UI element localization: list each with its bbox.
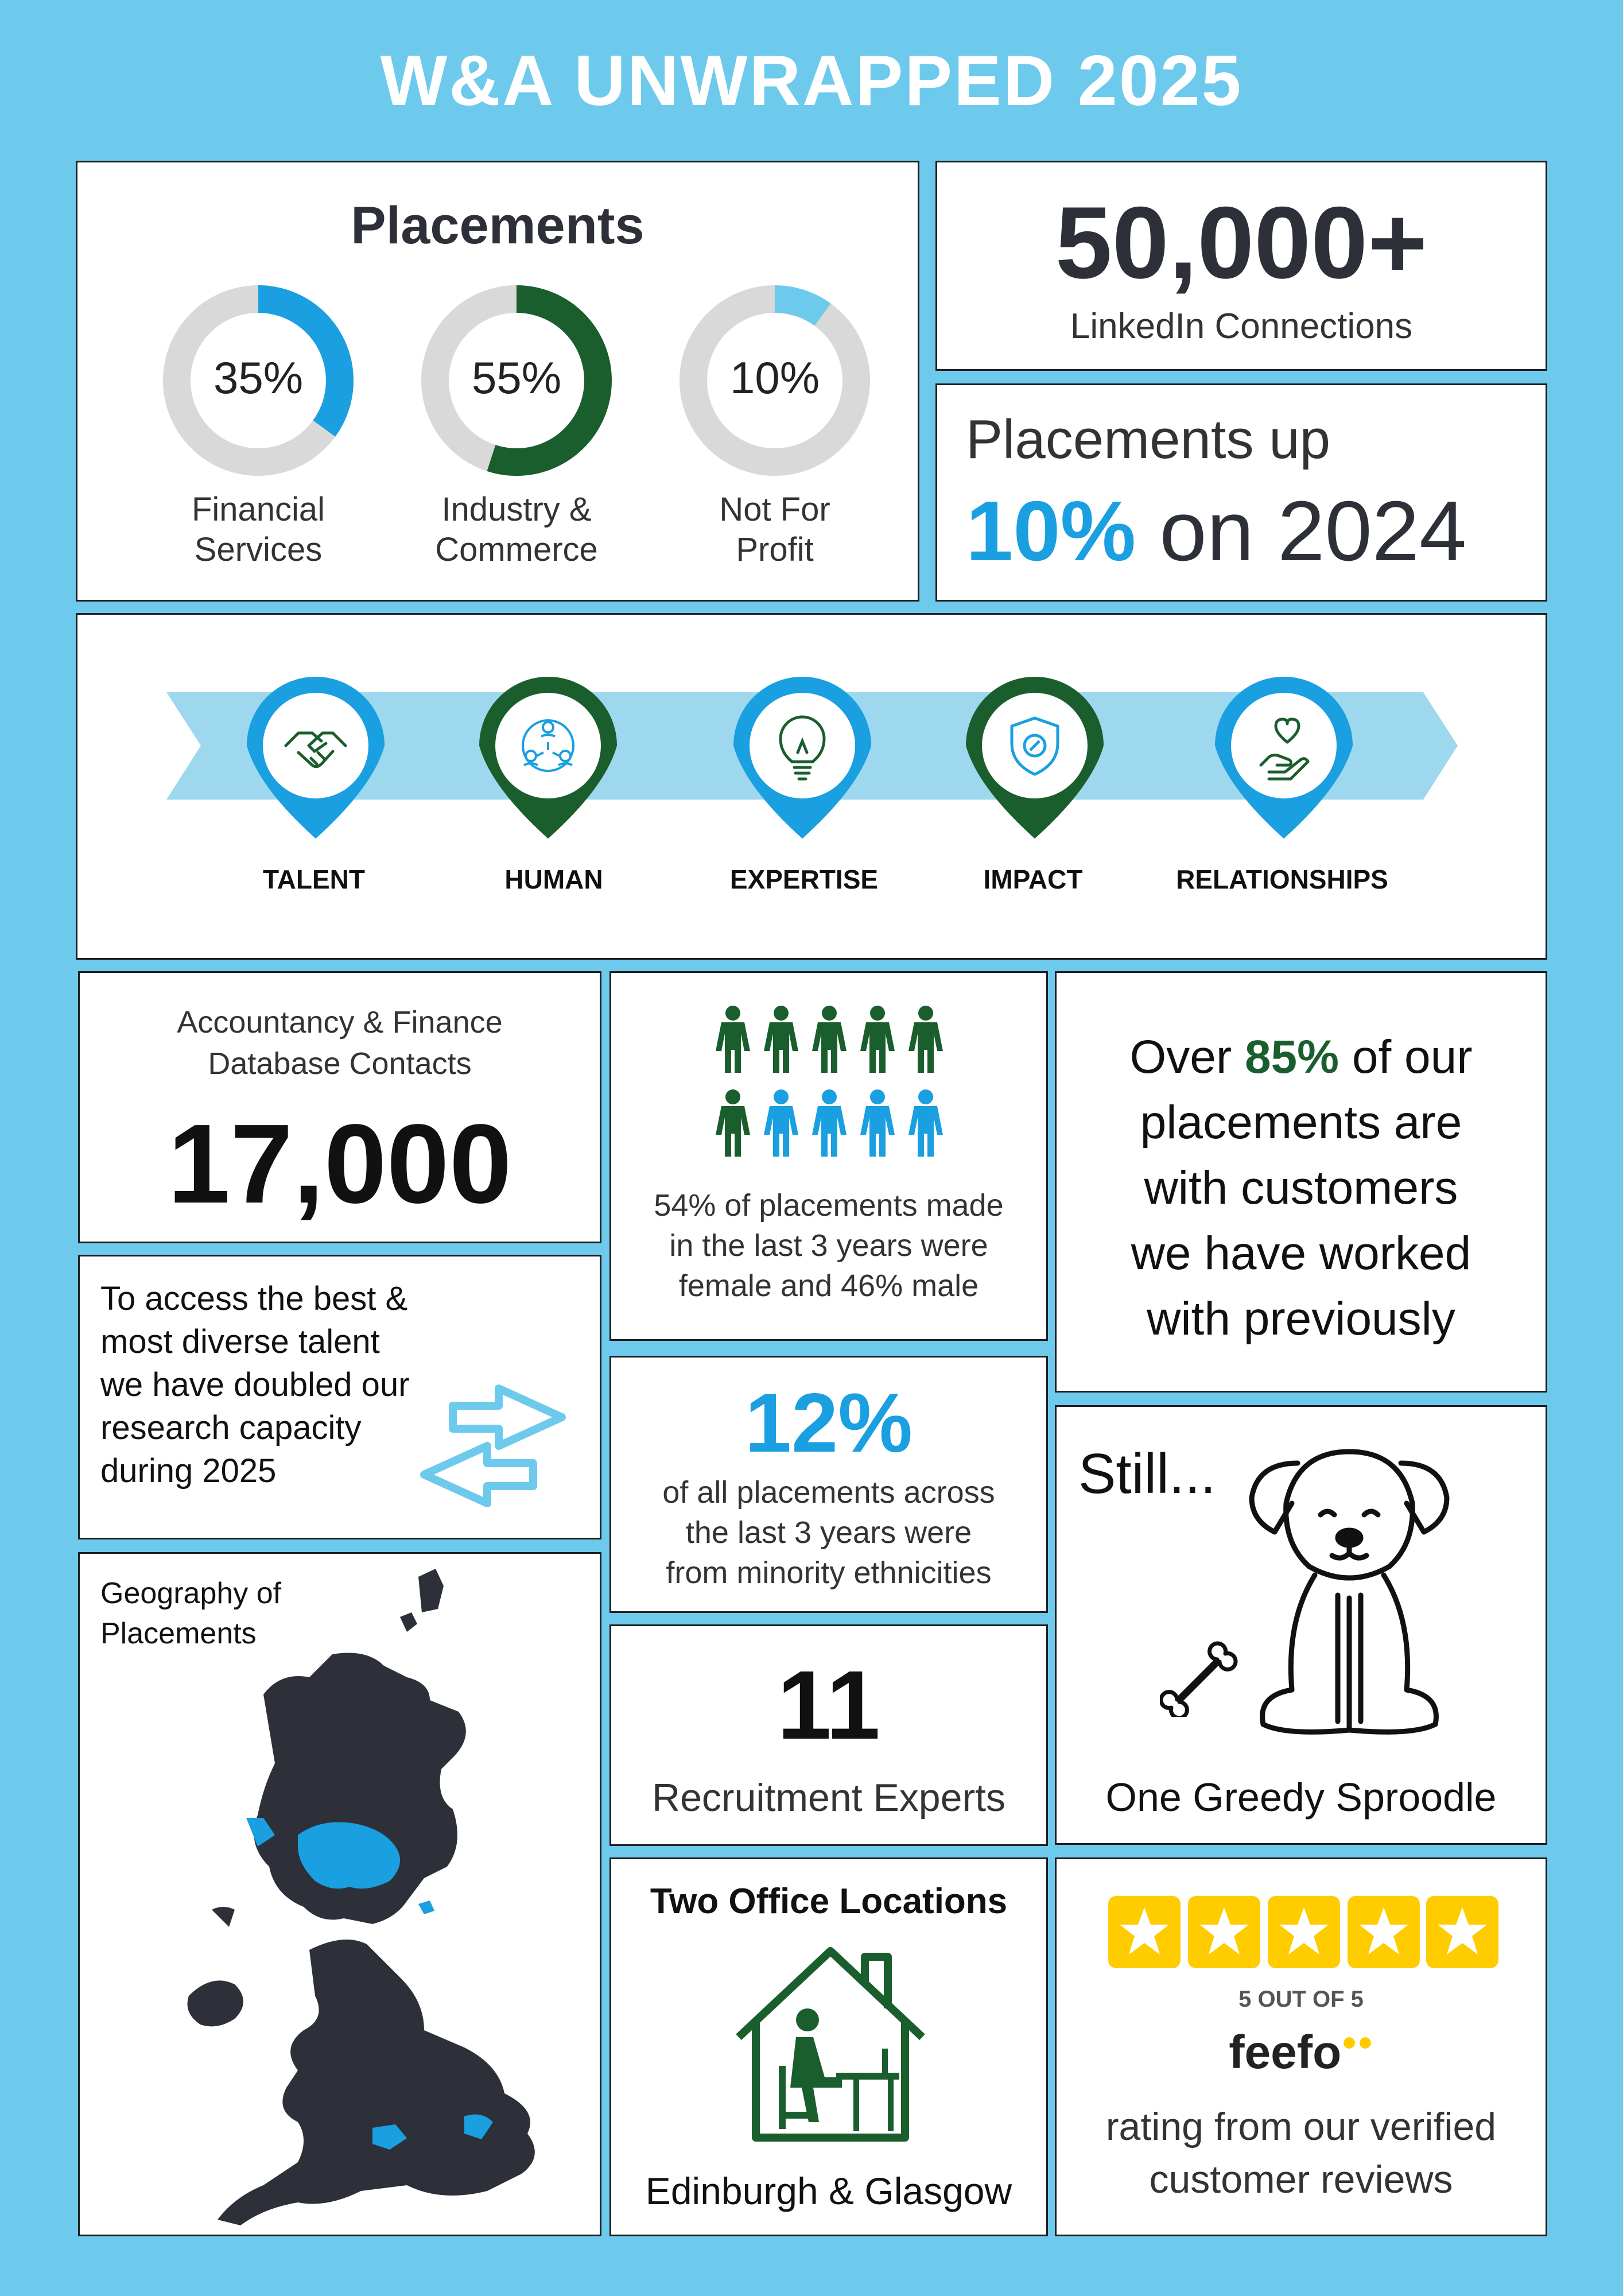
donut-chart-nfp [677,283,872,478]
database-label [80,1002,600,1084]
placements-heading: Placements [351,196,644,255]
star-icon [1268,1896,1340,1968]
database-label-line2: Database Contacts [208,1046,472,1081]
offices-caption: Edinburgh & Glasgow [645,2170,1012,2212]
values-card [76,613,1547,960]
offices-card [609,1857,1048,2236]
database-label-line1: Accountancy & Finance [177,1005,503,1040]
gender-line3: female and 46% male [678,1269,979,1303]
linkedin-value: 50,000+ [1055,185,1428,300]
growth-card [935,383,1547,602]
donut-label-line1: Financial [191,491,325,528]
repeat-line2: placements are [1140,1096,1462,1149]
experts-value: 11 [777,1651,880,1760]
value-label-relationships: RELATIONSHIPS [1176,864,1388,894]
repeat-line5: with previously [1147,1293,1455,1345]
feefo-logo [1057,2026,1546,2080]
donut-value: 10% [729,352,820,403]
rating-card [1055,1857,1547,2236]
gender-card [609,971,1048,1341]
page-title: W&A UNWRAPPED 2025 [380,41,1243,121]
repeat-line4: we have worked [1131,1227,1471,1279]
value-label-impact: IMPACT [983,864,1083,894]
donut-financial-services [155,283,362,570]
star-icon [1108,1896,1181,1968]
repeat-line1 [1057,1025,1546,1090]
growth-line2 [966,483,1466,580]
donut-label [671,490,878,570]
pin-relationships [1215,677,1353,839]
rating-line1: rating from our verified [1105,2105,1497,2148]
geography-card [78,1552,601,2236]
research-line3: we have doubled our [100,1366,410,1403]
research-line5: during 2025 [100,1452,277,1490]
star-rating [1108,1896,1498,1971]
sproodle-card [1055,1405,1547,1845]
swap-arrows-icon [413,1377,596,1515]
value-label-talent: TALENT [262,864,365,894]
donut-label-line1: Industry & [441,491,592,528]
pin-talent [247,677,385,839]
bone-icon [1160,1636,1240,1717]
value-label-human: HUMAN [504,864,603,894]
pin-expertise [733,677,871,839]
research-line4: research capacity [100,1409,362,1446]
donut-label-line2: Commerce [435,531,598,568]
donut-value: 35% [213,352,304,403]
star-icon [1348,1896,1420,1968]
growth-line1: Placements up [966,409,1331,470]
gender-line1: 54% of placements made [654,1188,1004,1223]
ethnicity-card [609,1356,1048,1613]
dog-illustration [1223,1429,1476,1750]
male-icons [764,1089,943,1157]
research-card [78,1255,601,1539]
rating-score: 5 OUT OF 5 [1238,1987,1364,2012]
donut-not-for-profit [671,283,878,570]
ethnicity-value: 12% [744,1376,913,1469]
uk-map [80,1554,603,2238]
still-label: Still... [1078,1442,1216,1505]
feefo-wordmark: feefo [1229,2026,1342,2078]
experts-label: Recruitment Experts [652,1776,1005,1820]
donut-label [155,490,362,570]
ethnicity-line3: from minority ethnicities [666,1556,992,1590]
geography-line2: Placements [100,1617,257,1650]
value-label-expertise: EXPERTISE [729,864,879,894]
star-icon [1426,1896,1498,1968]
research-line1: To access the best & [100,1280,408,1317]
home-office-icon [727,1940,934,2146]
experts-card [609,1624,1048,1846]
repeat-customers-card [1055,971,1547,1393]
gender-caption [611,1185,1046,1306]
database-value: 17,000 [168,1101,512,1227]
ethnicity-line2: the last 3 years were [685,1515,972,1550]
ethnicity-line1: of all placements across [662,1475,995,1510]
offices-heading: Two Office Locations [650,1882,1008,1921]
donut-label [413,490,620,570]
five-stars [1108,1896,1498,1971]
star-icon [1188,1896,1260,1968]
growth-rest: on 2024 [1159,484,1467,579]
research-line2: most diverse talent [100,1323,380,1360]
growth-highlight: 10% [966,484,1136,579]
ethnicity-caption [611,1472,1046,1593]
repeat-pre: Over [1129,1031,1245,1083]
rating-caption [1057,2100,1546,2206]
repeat-line1-rest: of our [1339,1031,1473,1083]
placements-card [76,161,919,602]
pin-human [479,677,617,839]
donut-label-line2: Profit [736,531,814,568]
feefo-eyes-icon: ●● [1341,2026,1373,2056]
donut-chart-industry [419,283,614,478]
donut-value: 55% [471,352,562,403]
person-at-desk-icon [779,2008,899,2131]
rating-line2: customer reviews [1149,2158,1453,2201]
donut-industry-commerce [413,283,620,570]
donut-label-line1: Not For [719,491,830,528]
sproodle-caption: One Greedy Sproodle [1105,1775,1497,1820]
repeat-text [1057,1025,1546,1352]
linkedin-card [935,161,1547,371]
linkedin-label: LinkedIn Connections [1070,307,1413,346]
people-pictogram [710,1002,951,1168]
pin-impact [966,677,1104,839]
gender-line2: in the last 3 years were [669,1228,988,1263]
repeat-line3: with customers [1144,1162,1458,1214]
donut-chart-financial [161,283,356,478]
repeat-highlight: 85% [1244,1031,1339,1083]
research-text [100,1277,410,1492]
geography-line1: Geography of [100,1577,282,1610]
values-arrow-banner [77,615,1549,961]
donut-label-line2: Services [194,531,323,568]
database-card [78,971,601,1243]
